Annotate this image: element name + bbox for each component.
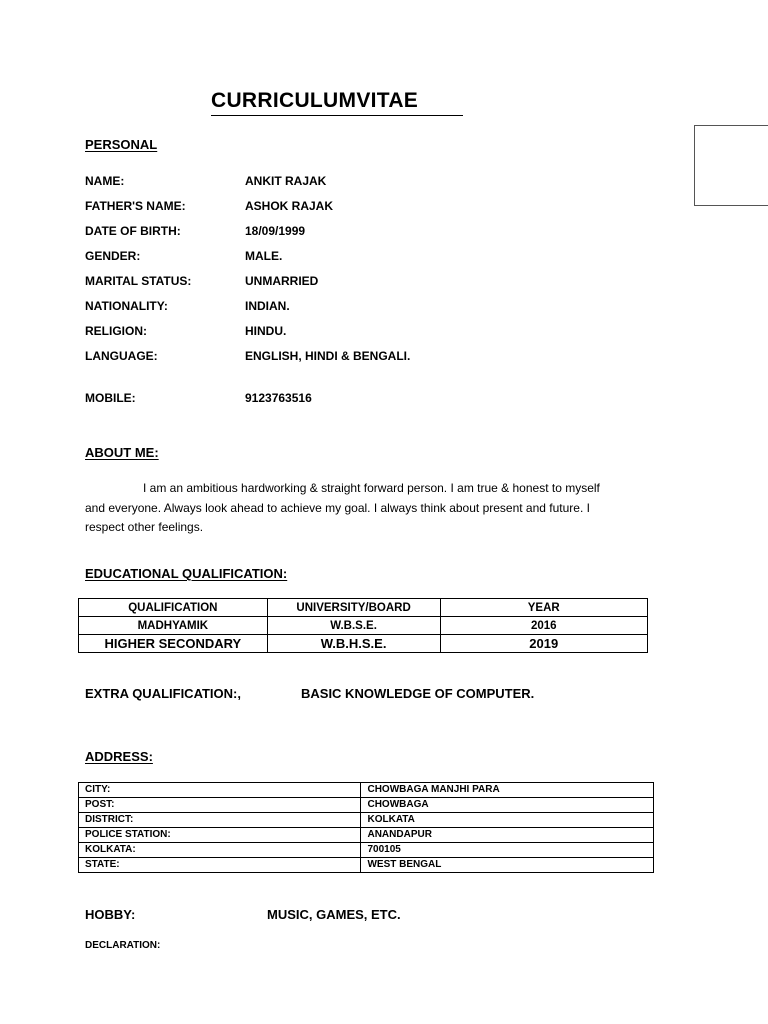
address-label: POST:: [79, 798, 361, 813]
table-cell: HIGHER SECONDARY: [79, 635, 268, 653]
table-cell: 2019: [440, 635, 648, 653]
nationality-label: NATIONALITY:: [85, 299, 168, 313]
nationality-value: INDIAN.: [245, 299, 290, 313]
about-heading: ABOUT ME:: [85, 445, 159, 460]
table-row: [79, 813, 654, 828]
address-heading: ADDRESS:: [85, 749, 153, 764]
table-row: [79, 783, 654, 798]
education-heading: EDUCATIONAL QUALIFICATION:: [85, 566, 288, 581]
extra-qualification-value: BASIC KNOWLEDGE OF COMPUTER.: [301, 686, 535, 701]
religion-label: RELIGION:: [85, 324, 147, 338]
hobby-value: MUSIC, GAMES, ETC.: [267, 907, 401, 922]
address-value: WEST BENGAL: [361, 858, 654, 873]
about-text: I am an ambitious hardworking & straight forward person. I am true & honest to myself and everyone. Always look ahead to achieve my goal. I always think about present and future. I respect other feelings.: [85, 481, 600, 534]
table-row: [79, 828, 654, 843]
photo-placeholder: [694, 125, 768, 206]
language-label: LANGUAGE:: [85, 349, 158, 363]
address-value: KOLKATA: [361, 813, 654, 828]
table-cell: W.B.H.S.E.: [267, 635, 440, 653]
table-header-row: [79, 599, 648, 617]
education-table: [78, 598, 648, 653]
dob-label: DATE OF BIRTH:: [85, 224, 181, 238]
address-label: DISTRICT:: [79, 813, 361, 828]
table-row: [79, 858, 654, 873]
mobile-label: MOBILE:: [85, 391, 136, 405]
address-label: STATE:: [79, 858, 361, 873]
address-table: [78, 782, 654, 873]
header-qualification: QUALIFICATION: [79, 599, 268, 617]
mobile-value: 9123763516: [245, 391, 312, 405]
table-cell: MADHYAMIK: [79, 617, 268, 635]
table-row: [79, 843, 654, 858]
table-cell: 2016: [440, 617, 648, 635]
extra-qualification-label: EXTRA QUALIFICATION:,: [85, 686, 241, 701]
address-value: CHOWBAGA MANJHI PARA: [361, 783, 654, 798]
name-value: ANKIT RAJAK: [245, 174, 327, 188]
declaration-heading: DECLARATION:: [85, 940, 161, 951]
header-university-board: UNIVERSITY/BOARD: [267, 599, 440, 617]
table-row: [79, 798, 654, 813]
table-row: [79, 617, 648, 635]
about-paragraph: [85, 479, 605, 538]
personal-heading: PERSONAL: [85, 137, 158, 152]
father-name-label: FATHER'S NAME:: [85, 199, 186, 213]
cv-title: CURRICULUMVITAE: [211, 88, 463, 116]
dob-value: 18/09/1999: [245, 224, 306, 238]
name-label: NAME:: [85, 174, 125, 188]
address-label: POLICE STATION:: [79, 828, 361, 843]
table-row: [79, 635, 648, 653]
address-label: CITY:: [79, 783, 361, 798]
marital-status-label: MARITAL STATUS:: [85, 274, 192, 288]
religion-value: HINDU.: [245, 324, 287, 338]
hobby-label: HOBBY:: [85, 907, 136, 922]
address-value: CHOWBAGA: [361, 798, 654, 813]
address-value: 700105: [361, 843, 654, 858]
table-cell: W.B.S.E.: [267, 617, 440, 635]
father-name-value: ASHOK RAJAK: [245, 199, 334, 213]
gender-value: MALE.: [245, 249, 283, 263]
marital-status-value: UNMARRIED: [245, 274, 319, 288]
header-year: YEAR: [440, 599, 648, 617]
address-label: KOLKATA:: [79, 843, 361, 858]
language-value: ENGLISH, HINDI & BENGALI.: [245, 349, 411, 363]
address-value: ANANDAPUR: [361, 828, 654, 843]
gender-label: GENDER:: [85, 249, 141, 263]
